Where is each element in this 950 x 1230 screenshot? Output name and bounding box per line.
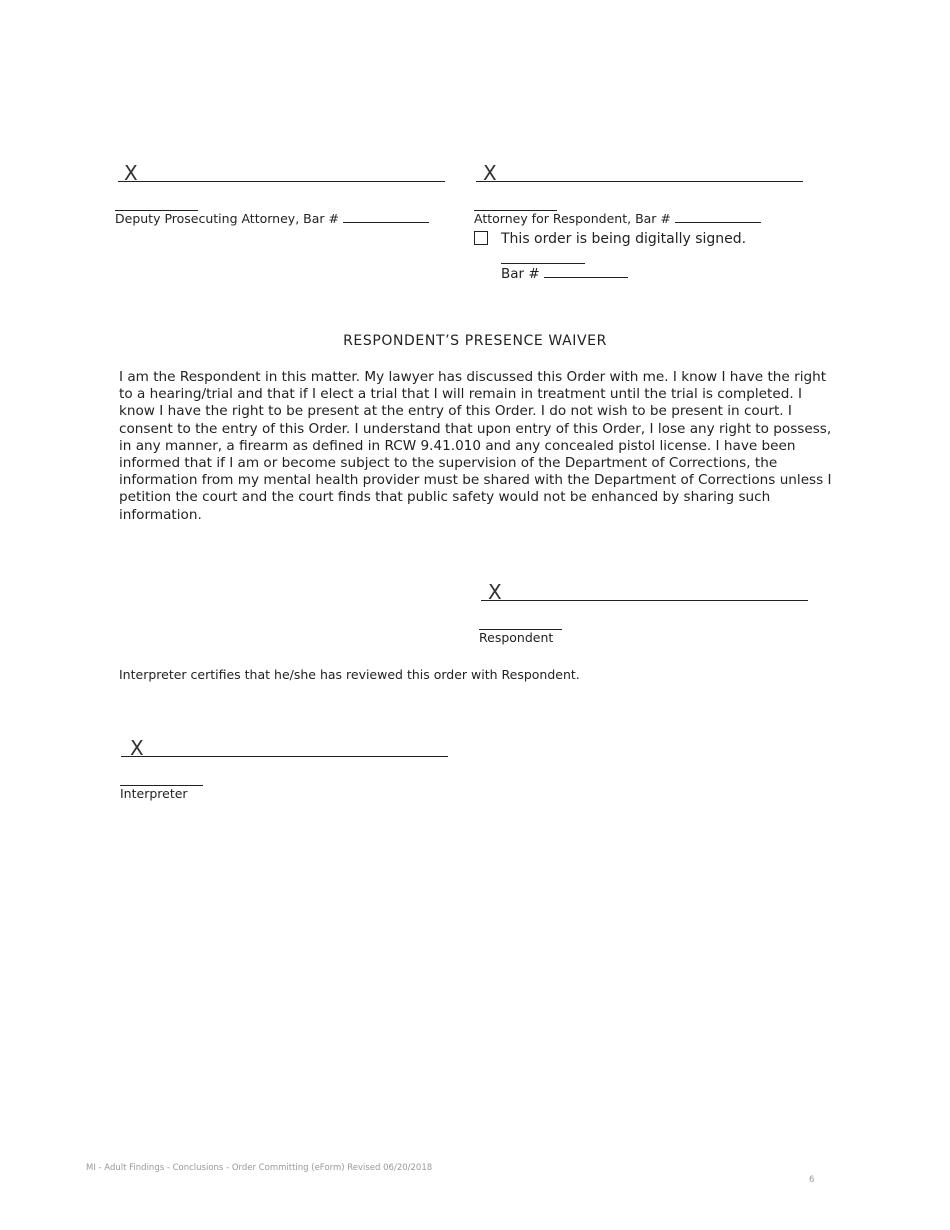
prosecutor-signature-x: X — [124, 161, 138, 185]
prosecutor-label — [115, 211, 429, 227]
attorney-label — [474, 211, 761, 227]
waiver-title: RESPONDENT’S PRESENCE WAIVER — [343, 333, 607, 349]
interpreter-statement: Interpreter certifies that he/she has reviewed this order with Respondent. — [119, 667, 580, 682]
respondent-signature-x: X — [488, 580, 502, 604]
interpreter-signature-line[interactable] — [121, 756, 448, 757]
interpreter-label: Interpreter — [120, 786, 188, 801]
attorney-digital-line — [501, 263, 585, 264]
footer-form-name: MI - Adult Findings - Conclusions - Order Committing (eForm) Revised 06/20/2018 — [86, 1163, 433, 1173]
prosecutor-label-text: Deputy Prosecuting Attorney, Bar # — [115, 211, 339, 226]
footer-page-number: 6 — [809, 1175, 815, 1185]
attorney-bar-field[interactable] — [675, 212, 761, 223]
attorney-signature-line[interactable] — [476, 181, 803, 182]
attorney-bar-number-field[interactable] — [544, 267, 628, 278]
attorney-label-text: Attorney for Respondent, Bar # — [474, 211, 671, 226]
digital-sign-checkbox[interactable] — [474, 231, 488, 245]
waiver-body: I am the Respondent in this matter. My lawyer has discussed this Order with me. I know I have the right to a hearing/trial and that if I elect a trial that I will remain in treatment until the trial is completed. I know I have the right to be present at the entry of this Order. I do not wish to be present in court. I consent to the entry of this Order. I understand that upon entry of this Order, I lose any right to possess, in any manner, a firearm as defined in RCW 9.41.010 and any concealed pistol license. I have been informed that if I am or become subject to the supervision of the Department of Corrections, the information from my mental health provider must be shared with the Department of Corrections unless I petition the court and the court finds that public safety would not be enhanced by sharing such information. — [119, 369, 832, 523]
attorney-bar-row — [501, 265, 628, 283]
interpreter-signature-x: X — [130, 736, 144, 760]
digital-sign-label: This order is being digitally signed. — [501, 231, 747, 247]
prosecutor-signature-line[interactable] — [118, 181, 445, 182]
prosecutor-bar-field[interactable] — [343, 212, 429, 223]
respondent-signature-line[interactable] — [481, 600, 808, 601]
attorney-signature-x: X — [483, 161, 497, 185]
attorney-bar-label: Bar # — [501, 266, 540, 282]
respondent-label: Respondent — [479, 630, 554, 645]
